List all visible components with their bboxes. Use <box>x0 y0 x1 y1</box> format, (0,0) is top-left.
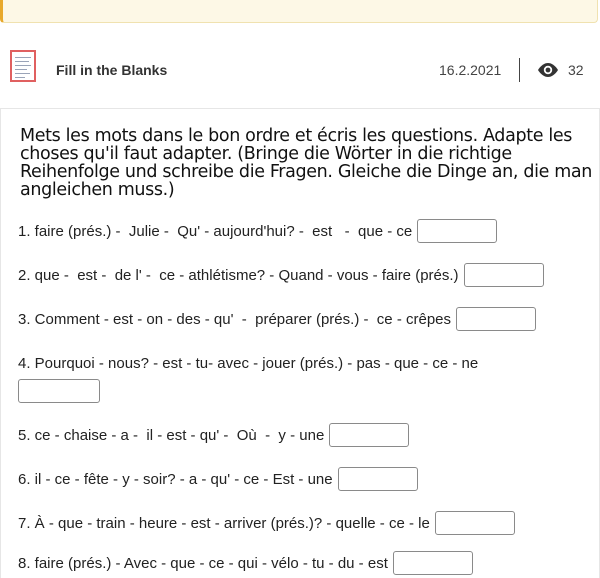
publish-date: 16.2.2021 <box>439 62 502 78</box>
answer-blank-2[interactable] <box>464 263 544 287</box>
question-5: 5. ce - chaise - a - il - est - qu' - Où - y - une <box>18 422 409 448</box>
question-1: 1. faire (prés.) - Julie - Qu' - aujourd'hui? - est - que - ce <box>18 218 497 244</box>
notice-banner <box>0 0 598 23</box>
answer-blank-5[interactable] <box>329 423 409 447</box>
question-7: 7. À - que - train - heure - est - arriver (prés.)? - quelle - ce - le <box>18 510 515 536</box>
question-8: 8. faire (prés.) - Avec - que - ce - qui - vélo - tu - du - est <box>18 550 473 576</box>
eye-icon <box>536 61 560 79</box>
question-3: 3. Comment - est - on - des - qu' - préparer (prés.) - ce - crêpes <box>18 306 536 332</box>
answer-blank-1[interactable] <box>417 219 497 243</box>
view-count: 32 <box>568 62 584 78</box>
instructions-text: Mets les mots dans le bon ordre et écris les questions. Adapte les choses qu'il faut adapter. (Bringe die Wörter in die richtige Reihenfolge und schreibe die Fragen. Gleiche die Dinge an, die man angleichen muss.) <box>20 126 593 200</box>
exercise-card <box>0 108 600 578</box>
answer-blank-8[interactable] <box>393 551 473 575</box>
answer-blank-7[interactable] <box>435 511 515 535</box>
activity-title[interactable]: Fill in the Blanks <box>56 62 168 78</box>
answer-blank-6[interactable] <box>338 467 418 491</box>
question-4: 4. Pourquoi - nous? - est - tu- avec - jouer (prés.) - pas - que - ce - ne <box>18 354 479 372</box>
question-6: 6. il - ce - fête - y - soir? - a - qu' - ce - Est - une <box>18 466 418 492</box>
question-4-answer-row <box>18 378 100 404</box>
question-2: 2. que - est - de l' - ce - athlétisme? - Quand - vous - faire (prés.) <box>18 262 544 288</box>
header-divider <box>519 58 520 82</box>
activity-header <box>0 24 600 109</box>
worksheet-thumbnail-icon[interactable] <box>10 50 36 82</box>
answer-blank-3[interactable] <box>456 307 536 331</box>
answer-blank-4[interactable] <box>18 379 100 403</box>
